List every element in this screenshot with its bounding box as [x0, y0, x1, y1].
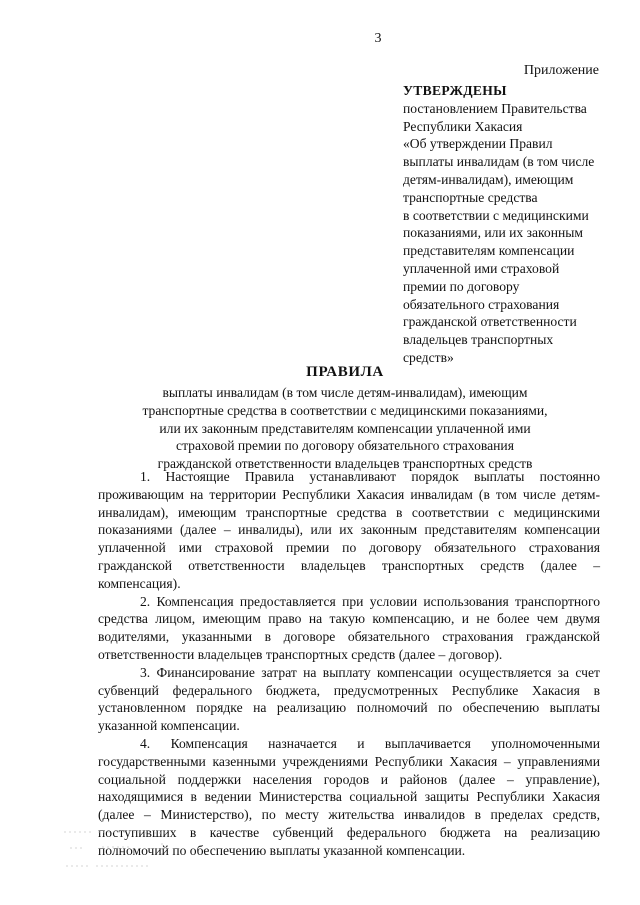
- approval-line: Республики Хакасия: [403, 118, 523, 134]
- rules-title-block: [112, 364, 578, 473]
- subtitle-line: гражданской ответственности владельцев транспортных средств: [157, 456, 533, 472]
- approval-line: обязательного страхования: [403, 296, 560, 312]
- subtitle-line: выплаты инвалидам (в том числе детям-инвалидам), имеющим: [162, 385, 528, 400]
- appendix-label: Приложение: [523, 63, 599, 78]
- faint-stamp-mark: [62, 828, 182, 874]
- approval-line: показаниями, или их законным: [403, 225, 583, 241]
- rules-title: ПРАВИЛА: [306, 364, 384, 380]
- approved-heading: УТВЕРЖДЕНЫ: [403, 83, 507, 98]
- approval-line: «Об утверждении Правил: [403, 136, 553, 152]
- subtitle-line: или их законным представителям компенсации уплаченной ими: [159, 420, 531, 436]
- approval-line: представителям компенсации: [403, 243, 575, 259]
- paragraph-2: 2. Компенсация предоставляется при условии использования транспортного средства лицом, имеющим право на такую компенсацию, и не более чем двумя водителями, указанными в договоре обязательного страхования гражданской ответственности владельцев транспортных средств (далее – договор).: [98, 593, 600, 662]
- approval-line: постановлением Правительства: [403, 100, 587, 116]
- approval-line: премии по договору: [403, 278, 520, 294]
- approval-line: гражданской ответственности: [403, 314, 577, 330]
- approval-line: выплаты инвалидам (в том числе: [403, 154, 595, 170]
- paragraph-3: 3. Финансирование затрат на выплату компенсации осуществляется за счет субвенций федерального бюджета, предусмотренных Республике Хакасия в установленном порядке на реализацию полномочий по обеспечению выплаты указанной компенсации.: [98, 664, 600, 734]
- approval-line: в соответствии с медицинскими: [403, 207, 589, 223]
- approval-line: средств»: [403, 349, 454, 365]
- approval-block: [403, 82, 603, 367]
- rules-subtitle: [112, 384, 578, 473]
- subtitle-line: страховой премии по договору обязательного страхования: [176, 438, 514, 454]
- paragraph-4: 4. Компенсация назначается и выплачивается уполномоченными государственными казенными учреждениями Республики Хакасия – управлениями социальной поддержки населения городов и районов (далее – управление), находящимися в ведении Министерства социальной защиты Республики Хакасия (далее – Министерство), по месту жительства инвалидов в пределах средств, поступивших в качестве субвенций федерального бюджета на реализацию полномочий по обеспечению выплаты указанной компенсации.: [98, 735, 600, 858]
- subtitle-line: транспортные средства в соответствии с медицинскими показаниями,: [142, 402, 548, 418]
- approval-line: транспортные средства: [403, 189, 538, 205]
- approval-line: уплаченной ими страховой: [403, 260, 560, 276]
- paragraph-1: 1. Настоящие Правила устанавливают порядок выплаты постоянно проживающим на территории Республики Хакасия инвалидам (в том числе детям-инвалидам), имеющим транспортные средства в соответствии с медицинскими показаниями (далее – инвалиды), или их законным представителям компенсации уплаченной ими страховой премии по договору обязательного страхования гражданской ответственности владельцев транспортных средств (далее – компенсация).: [98, 469, 600, 591]
- approval-line: детям-инвалидам), имеющим: [403, 171, 574, 187]
- approval-line: владельцев транспортных: [403, 332, 554, 348]
- rules-body: [98, 468, 600, 860]
- page-number: 3: [374, 31, 382, 46]
